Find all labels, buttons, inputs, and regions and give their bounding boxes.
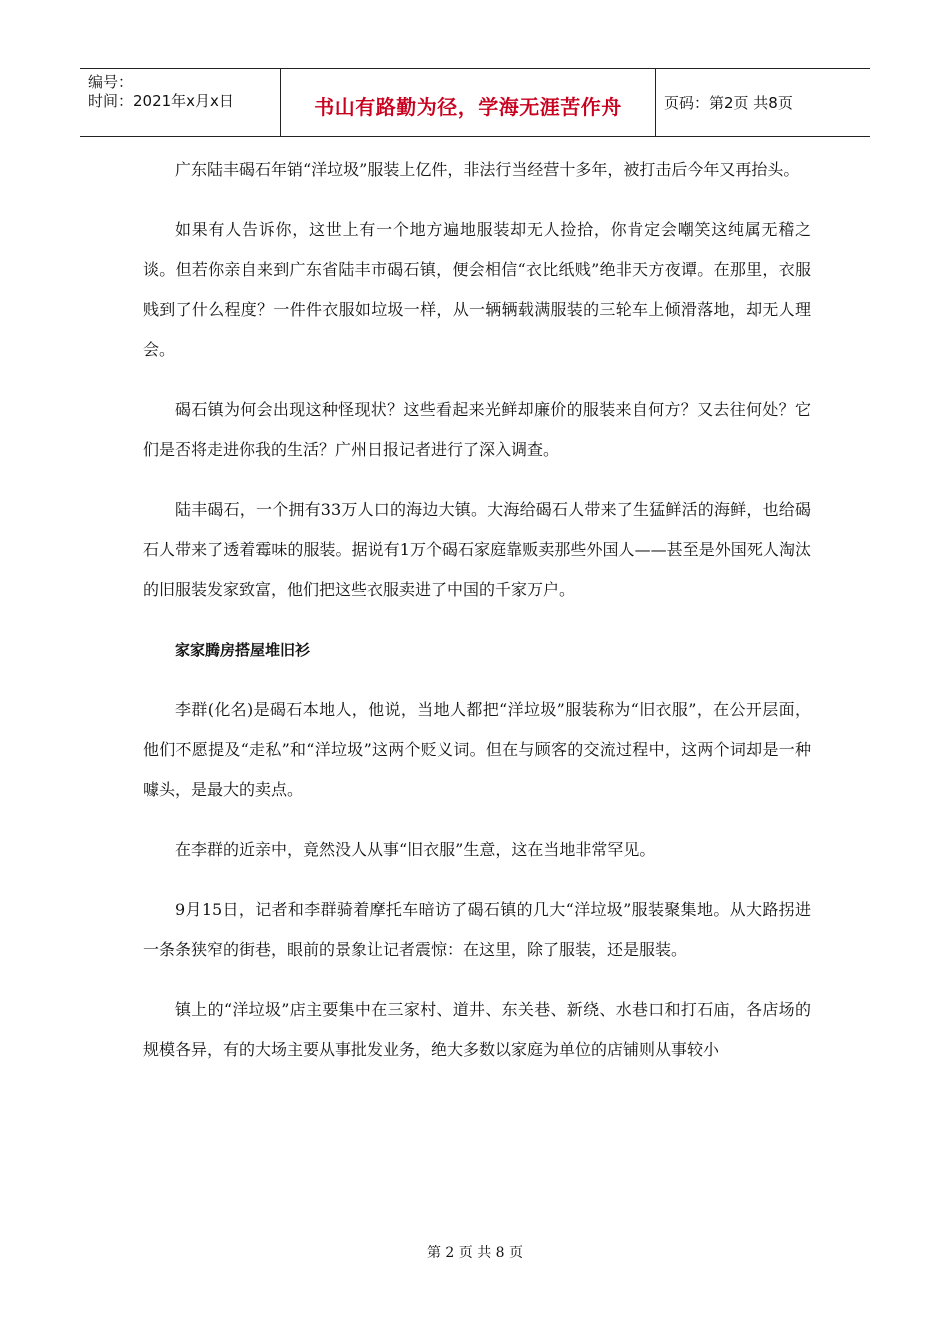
header-meta <box>80 69 280 136</box>
header-motto: 书山有路勤为径，学海无涯苦作舟 <box>280 69 656 136</box>
paragraph: 在李群的近亲中，竟然没人从事“旧衣服”生意，这在当地非常罕见。 <box>175 840 656 859</box>
article-body <box>143 150 811 1090</box>
paragraph: 镇上的“洋垃圾”店主要集中在三家村、道井、东关巷、新绕、水巷口和打石庙，各店场的规模各异，有的大场主要从事批发业务，绝大多数以家庭为单位的店铺则从事较小 <box>143 1000 811 1059</box>
doc-number-label: 编号： <box>88 73 134 91</box>
paragraph: 9月15日，记者和李群骑着摩托车暗访了碣石镇的几大“洋垃圾”服装聚集地。从大路拐进一条条狭窄的街巷，眼前的景象让记者震惊：在这里，除了服装，还是服装。 <box>143 900 811 959</box>
paragraph: 陆丰碣石，一个拥有33万人口的海边大镇。大海给碣石人带来了生猛鲜活的海鲜，也给碣石人带来了透着霉味的服装。据说有1万个碣石家庭靠贩卖那些外国人——甚至是外国死人淘汰的旧服装发家致富，他们把这些衣服卖进了中国的千家万户。 <box>143 500 811 599</box>
time-label: 时间：2021年x月x日 <box>88 92 234 110</box>
paragraph: 广东陆丰碣石年销“洋垃圾”服装上亿件，非法行当经营十多年，被打击后今年又再抬头。 <box>175 160 800 179</box>
paragraph: 如果有人告诉你，这世上有一个地方遍地服装却无人捡拾，你肯定会嘲笑这纯属无稽之谈。但若你亲自来到广东省陆丰市碣石镇，便会相信“衣比纸贱”绝非天方夜谭。在那里，衣服贱到了什么程度？一件件衣服如垃圾一样，从一辆辆载满服装的三轮车上倾滑落地，却无人理会。 <box>143 220 811 359</box>
paragraph: 李群(化名)是碣石本地人，他说，当地人都把“洋垃圾”服装称为“旧衣服”，在公开层面，他们不愿提及“走私”和“洋垃圾”这两个贬义词。但在与顾客的交流过程中，这两个词却是一种噱头，是最大的卖点。 <box>143 700 811 799</box>
section-heading: 家家腾房搭屋堆旧衫 <box>175 641 311 659</box>
page-header <box>80 68 870 137</box>
page-footer: 第 2 页 共 8 页 <box>426 1245 524 1261</box>
header-page-info: 页码：第2页 共8页 <box>664 94 793 112</box>
paragraph: 碣石镇为何会出现这种怪现状？这些看起来光鲜却廉价的服装来自何方？又去往何处？它们是否将走进你我的生活？广州日报记者进行了深入调查。 <box>143 400 811 459</box>
